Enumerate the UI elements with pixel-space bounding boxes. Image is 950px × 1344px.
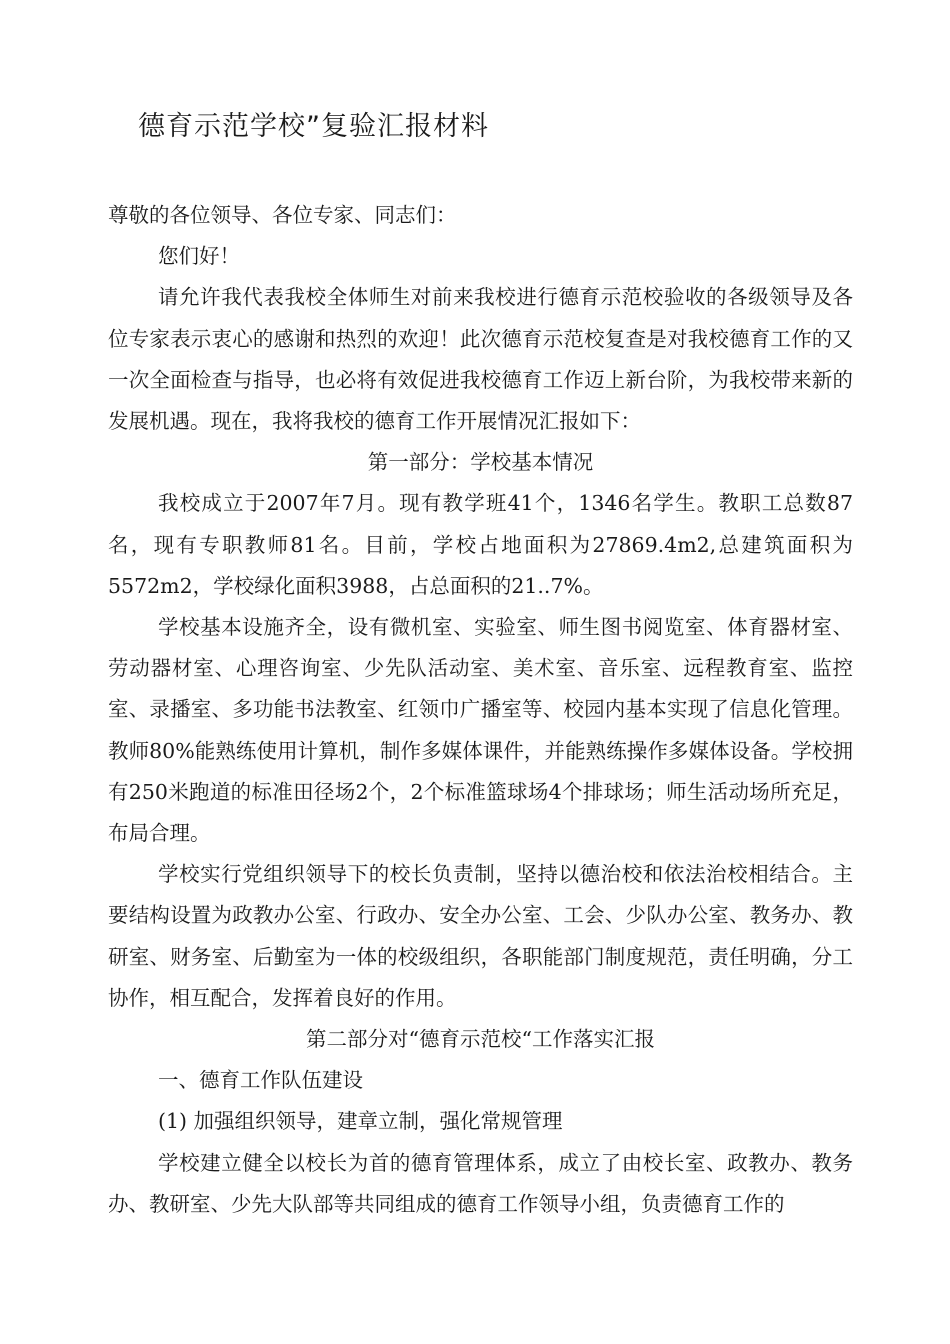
salutation: 尊敬的各位领导、各位专家、同志们：: [108, 203, 457, 227]
subsection1-heading: (1) 加强组织领导，建章立制，强化常规管理: [158, 1109, 563, 1134]
part1-paragraph-1: 我校成立于2007年7月。现有教学班41个，1346名学生。教职工总数87名，现有专职教师81名。目前，学校占地面积为27869.4m2,总建筑面积为5572m2，学校绿化面积3988，占总面积的21..7%。: [108, 491, 853, 598]
part1-paragraph-3: 学校实行党组织领导下的校长负责制，坚持以德治校和依法治校相结合。主要结构设置为政教办公室、行政办、安全办公室、工会、少队办公室、教务办、教研室、财务室、后勤室为一体的校级组织，各职能部门制度规范，责任明确，分工协作，相互配合，发挥着良好的作用。: [108, 862, 853, 1010]
intro-paragraph: 请允许我代表我校全体师生对前来我校进行德育示范校验收的各级领导及各位专家表示衷心的感谢和热烈的欢迎！此次德育示范校复查是对我校德育工作的又一次全面检查与指导，也必将有效促进我校德育工作迈上新台阶，为我校带来新的发展机遇。现在，我将我校的德育工作开展情况汇报如下：: [108, 285, 853, 434]
part1-paragraph-2: 学校基本设施齐全，设有微机室、实验室、师生图书阅览室、体育器材室、劳动器材室、心理咨询室、少先队活动室、美术室、音乐室、远程教育室、监控室、录播室、多功能书法教室、红领巾广播室等、校园内基本实现了信息化管理。教师80%能熟练使用计算机，制作多媒体课件，并能熟练操作多媒体设备。学校拥有250米跑道的标准田径场2个，2个标准篮球场4个排球场；师生活动场所充足，布局合理。: [108, 615, 853, 846]
document-body: [108, 195, 853, 1225]
part1-heading: 第一部分：学校基本情况: [367, 450, 594, 475]
section1-heading: 一、德育工作队伍建设: [158, 1068, 363, 1093]
document-title: 德育示范学校”复验汇报材料: [138, 111, 489, 142]
part2-paragraph-1: 学校建立健全以校长为首的德育管理体系，成立了由校长室、政教办、教务办、教研室、少先大队部等共同组成的德育工作领导小组，负责德育工作的: [108, 1150, 853, 1216]
part2-heading: 第二部分对“德育示范校“工作落实汇报: [306, 1027, 655, 1052]
greeting: 您们好！: [158, 244, 240, 269]
